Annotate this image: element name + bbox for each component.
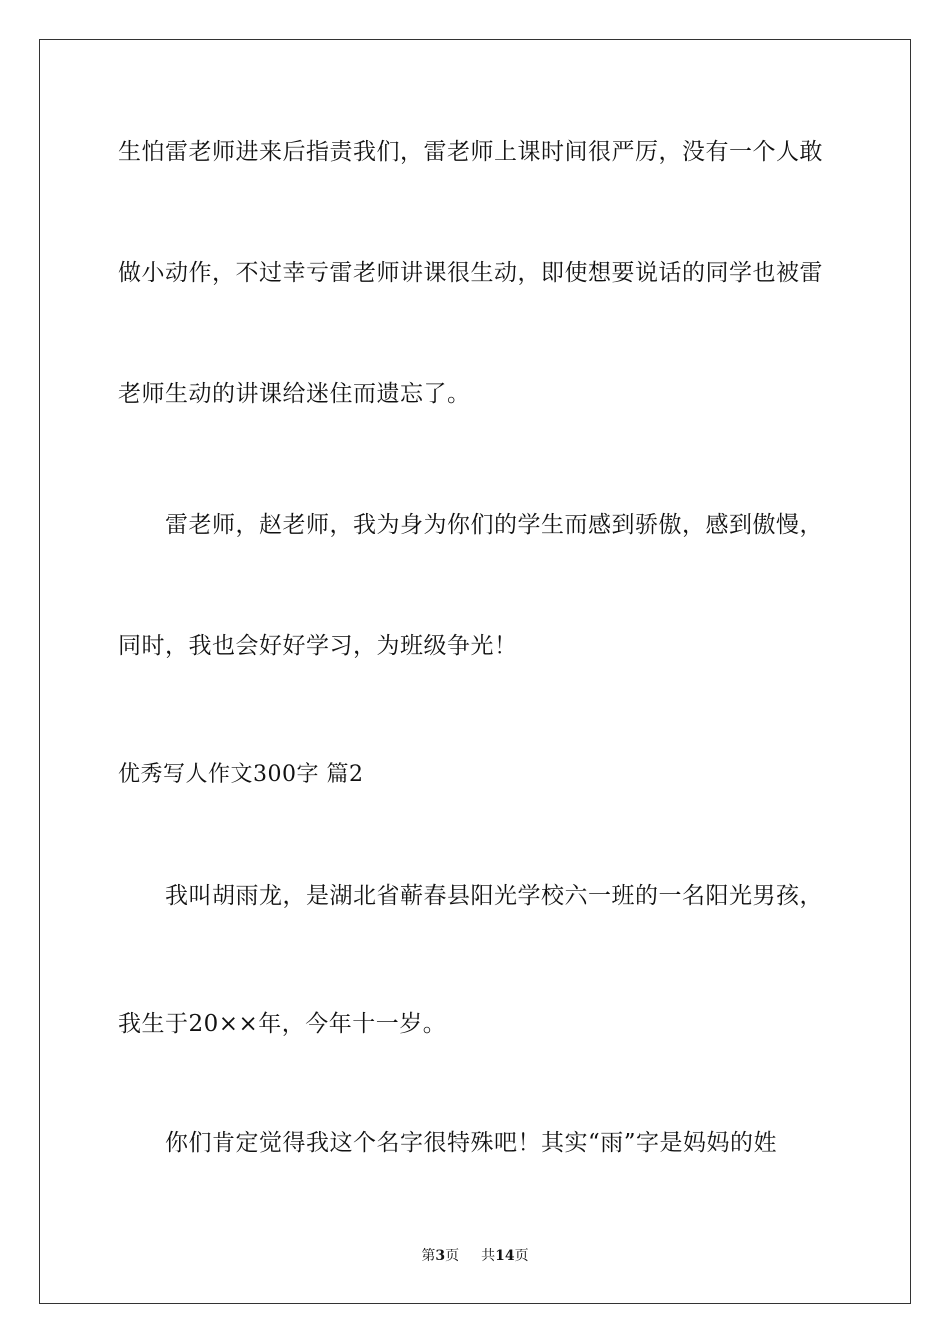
paragraph-line-1: 生怕雷老师进来后指责我们，雷老师上课时间很严厉，没有一个人敢 (118, 139, 823, 165)
page-number: 3 (435, 1248, 446, 1264)
page-label-suffix: 页 (445, 1248, 460, 1264)
page-label-prefix: 第 (421, 1248, 436, 1264)
paragraph-line-7: 我生于20××年，今年十一岁。 (118, 1011, 447, 1037)
paragraph-line-8: 你们肯定觉得我这个名字很特殊吧！其实“雨”字是妈妈的姓 (165, 1130, 778, 1156)
page-footer (0, 1247, 950, 1265)
page-border (39, 39, 911, 1304)
paragraph-line-3: 老师生动的讲课给迷住而遗忘了。 (118, 381, 471, 407)
paragraph-line-5: 同时，我也会好好学习，为班级争光！ (118, 633, 518, 659)
total-pages: 14 (495, 1248, 515, 1264)
paragraph-line-4: 雷老师，赵老师，我为身为你们的学生而感到骄傲，感到傲慢， (165, 512, 823, 538)
paragraph-line-6: 我叫胡雨龙，是湖北省蕲春县阳光学校六一班的一名阳光男孩， (165, 883, 823, 909)
total-prefix: 共 (481, 1248, 496, 1264)
section-heading: 优秀写人作文300字 篇2 (118, 762, 364, 787)
paragraph-line-2: 做小动作，不过幸亏雷老师讲课很生动，即使想要说话的同学也被雷 (118, 260, 823, 286)
total-suffix: 页 (514, 1248, 529, 1264)
